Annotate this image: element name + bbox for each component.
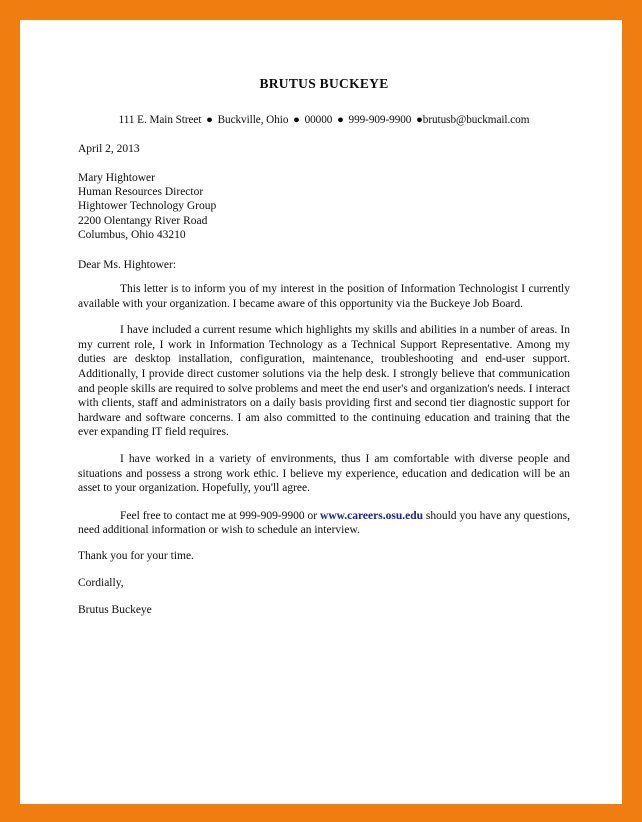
recipient-city-state-zip: Columbus, Ohio 43210	[78, 228, 186, 241]
contact-invitation-text-continued: should you have any questions, need additional information or wish to schedule an interview.	[78, 509, 571, 537]
recipient-title: Human Resources Director	[78, 186, 204, 199]
recipient-company: Hightower Technology Group	[78, 200, 217, 213]
body-paragraph-2: I have included a current resume which highlights my skills and abilities in a number of areas. In my current role, I work in Information Technology as a Technical Support Representative. Among my duties are desktop installation, configuration, maintenance, troubleshooting and end-user support. Additionally, I provide direct customer solutions via the help desk. I strongly believe that communication and people skills are required to solve problems and meet the end user's and organization's needs. I interact with clients, staff and administrators on a daily basis providing first and second tier diagnostic support for hardware and software concerns. I am also committed to the continuing education and training that the ever expanding IT field requires.	[78, 324, 570, 439]
body-paragraph-1: This letter is to inform you of my interest in the position of Information Technologist I currently available with your organization. I became aware of this opportunity via the Buckeye Job Board.	[78, 283, 570, 310]
sender-city-state: Buckville, Ohio	[217, 114, 289, 126]
contact-separator-icon: ●	[416, 114, 423, 126]
body-paragraph-3: I have worked in a variety of environments, thus I am comfortable with diverse people and situations and possess a strong work ethic. I believe my experience, education and dedication will be an asset to your organization. Hopefully, you'll agree.	[78, 452, 570, 495]
letter-content	[78, 20, 570, 616]
sender-zip: 00000	[304, 114, 333, 126]
sender-name-heading: BRUTUS BUCKEYE	[259, 76, 389, 91]
body-paragraph-4	[78, 509, 570, 538]
contact-separator-icon: ●	[337, 114, 344, 126]
salutation-line: Dear Ms. Hightower:	[78, 259, 177, 272]
careers-website-link[interactable]: www.careers.osu.edu	[320, 509, 423, 522]
recipient-address-block	[78, 171, 570, 242]
sender-street: 111 E. Main Street	[118, 114, 202, 126]
recipient-street: 2200 Olentangy River Road	[78, 214, 208, 227]
signature-name: Brutus Buckeye	[78, 603, 152, 616]
thank-you-line: Thank you for your time.	[78, 549, 194, 562]
contact-separator-icon: ●	[293, 114, 300, 126]
letter-date: April 2, 2013	[78, 143, 140, 155]
recipient-name: Mary Hightower	[78, 172, 155, 184]
valediction-line: Cordially,	[78, 576, 124, 589]
sender-phone: 999-909-9900	[348, 114, 412, 126]
contact-invitation-text: Feel free to contact me at 999-909-9900 or	[120, 509, 321, 522]
sender-contact-line	[78, 114, 570, 126]
letter-page-sheet	[20, 20, 622, 804]
sender-email: brutusb@buckmail.com	[422, 114, 530, 126]
contact-separator-icon: ●	[206, 114, 213, 126]
